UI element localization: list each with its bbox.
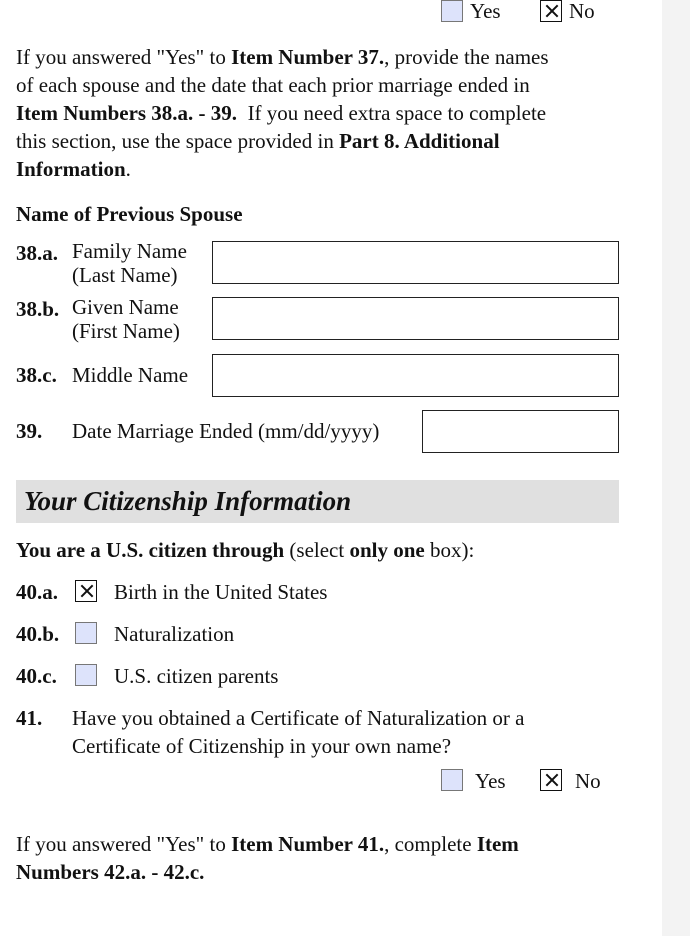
item37-yes-label: Yes: [470, 0, 501, 23]
item37-no-checkbox[interactable]: [540, 0, 562, 22]
given-name-input[interactable]: [212, 297, 619, 340]
naturalization-label: Naturalization: [114, 622, 235, 646]
citizen-through-question: You are a U.S. citizen through (select only one box):: [16, 538, 475, 562]
item-38a-number: 38.a.: [16, 241, 58, 265]
item-41-question: Have you obtained a Certificate of Naturalization or a Certificate of Citizenship in your own name?: [72, 706, 525, 758]
citizen-parents-checkbox[interactable]: [75, 664, 97, 686]
item-40a-number: 40.a.: [16, 580, 58, 604]
item-40c-number: 40.c.: [16, 664, 57, 688]
item-38c-number: 38.c.: [16, 363, 57, 387]
citizenship-section-header: [16, 480, 619, 523]
item41-no-label: No: [575, 769, 601, 793]
middle-name-label: Middle Name: [72, 363, 189, 387]
instruction-paragraph-41: If you answered "Yes" to Item Number 41., complete Item Numbers 42.a. - 42.c.: [16, 832, 519, 884]
given-name-label: Given Name (First Name): [72, 295, 180, 343]
item41-yes-label: Yes: [475, 769, 506, 793]
family-name-input[interactable]: [212, 241, 619, 284]
item-41-number: 41.: [16, 706, 43, 730]
item41-yes-checkbox[interactable]: [441, 769, 463, 791]
date-marriage-ended-label: Date Marriage Ended (mm/dd/yyyy): [72, 419, 380, 443]
item37-yes-checkbox[interactable]: [441, 0, 463, 22]
birth-in-us-checkbox[interactable]: [75, 580, 97, 602]
item37-no-label: No: [569, 0, 595, 23]
birth-in-us-label: Birth in the United States: [114, 580, 328, 604]
citizen-parents-label: U.S. citizen parents: [114, 664, 279, 688]
item41-no-checkbox[interactable]: [540, 769, 562, 791]
previous-spouse-heading: Name of Previous Spouse: [16, 202, 243, 226]
scrollbar-track[interactable]: [662, 0, 690, 936]
date-marriage-ended-input[interactable]: [422, 410, 619, 453]
item-38b-number: 38.b.: [16, 297, 60, 321]
section-title: Your Citizenship Information: [24, 486, 352, 516]
item-40b-number: 40.b.: [16, 622, 60, 646]
family-name-label: Family Name (Last Name): [72, 239, 187, 287]
instruction-paragraph-37: If you answered "Yes" to Item Number 37., provide the names of each spouse and the date that each prior marriage ended in Item Numbers 38.a. - 39. If you need extra space to complete this section, use the space provided in Part 8. Additional Information.: [16, 45, 549, 181]
item-39-number: 39.: [16, 419, 43, 443]
naturalization-checkbox[interactable]: [75, 622, 97, 644]
middle-name-input[interactable]: [212, 354, 619, 397]
